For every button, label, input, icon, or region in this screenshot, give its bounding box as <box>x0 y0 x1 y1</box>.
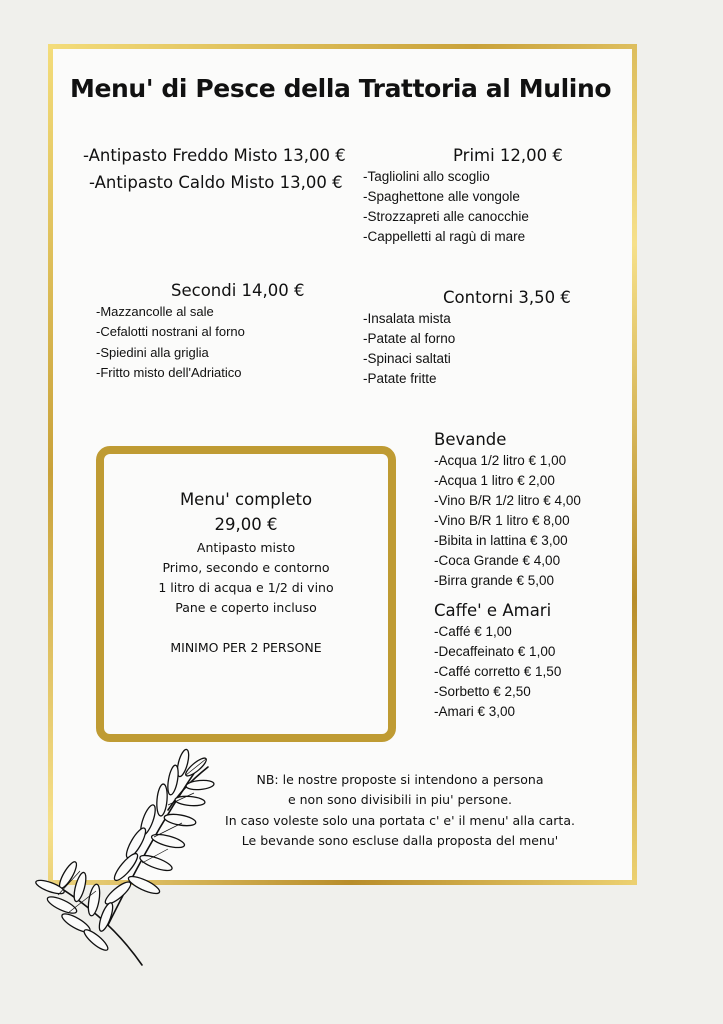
list-item: -Birra grande € 5,00 <box>434 573 555 588</box>
menu-completo-minimum: MINIMO PER 2 PERSONE <box>170 640 322 655</box>
menu-completo-price: 29,00 € <box>214 515 278 534</box>
secondi-list <box>96 302 245 383</box>
menu-completo-line: 1 litro di acqua e 1/2 di vino <box>158 580 334 595</box>
olive-branch-icon <box>18 745 218 970</box>
list-item: -Spaghettone alle vongole <box>363 189 520 204</box>
list-item: -Sorbetto € 2,50 <box>434 684 531 699</box>
list-item: -Strozzapreti alle canocchie <box>363 209 529 224</box>
list-item: -Cefalotti nostrani al forno <box>96 324 245 340</box>
list-item: -Patate al forno <box>363 331 456 346</box>
antipasto-caldo: -Antipasto Caldo Misto 13,00 € <box>89 173 343 192</box>
list-item: -Cappelletti al ragù di mare <box>363 229 526 244</box>
antipasto-freddo: -Antipasto Freddo Misto 13,00 € <box>83 146 346 165</box>
menu-completo-title: Menu' completo <box>179 490 313 509</box>
list-item: -Vino B/R 1/2 litro € 4,00 <box>434 493 581 508</box>
list-item: -Amari € 3,00 <box>434 704 516 719</box>
list-item: -Mazzancolle al sale <box>96 304 214 319</box>
list-item: -Caffé € 1,00 <box>434 624 512 639</box>
menu-completo-line: Antipasto misto <box>196 540 296 555</box>
note-line: In caso voleste solo una portata c' e' il menu' alla carta. <box>225 812 575 828</box>
note-line: e non sono divisibili in piu' persone. <box>287 792 513 808</box>
note-line: NB: le nostre proposte si intendono a persona <box>256 772 544 787</box>
list-item: -Acqua 1/2 litro € 1,00 <box>434 453 567 468</box>
footer-note <box>205 770 595 851</box>
menu-completo-box <box>96 446 396 742</box>
list-item: -Spiedini alla griglia <box>96 344 209 360</box>
list-item: -Patate fritte <box>363 371 437 386</box>
list-item: -Bibita in lattina € 3,00 <box>434 533 568 548</box>
list-item: -Decaffeinato € 1,00 <box>434 644 556 659</box>
bevande-heading: Bevande <box>434 430 507 449</box>
primi-list <box>363 167 529 247</box>
page-title: Menu' di Pesce della Trattoria al Mulino <box>70 74 612 103</box>
list-item: -Insalata mista <box>363 311 451 326</box>
menu-completo-line: Primo, secondo e contorno <box>162 560 330 575</box>
list-item: -Tagliolini allo scoglio <box>363 169 490 184</box>
caffe-list <box>434 622 561 722</box>
list-item: -Acqua 1 litro € 2,00 <box>434 473 555 488</box>
list-item: -Vino B/R 1 litro € 8,00 <box>434 513 570 528</box>
list-item: -Spinaci saltati <box>363 351 451 366</box>
contorni-heading: Contorni 3,50 € <box>443 288 571 307</box>
caffe-heading: Caffe' e Amari <box>434 601 552 620</box>
secondi-heading: Secondi 14,00 € <box>171 281 305 300</box>
list-item: -Coca Grande € 4,00 <box>434 553 561 568</box>
note-line: Le bevande sono escluse dalla proposta del menu' <box>241 832 559 848</box>
primi-heading: Primi 12,00 € <box>453 146 563 165</box>
contorni-list <box>363 309 455 389</box>
list-item: -Caffé corretto € 1,50 <box>434 664 562 679</box>
list-item: -Fritto misto dell'Adriatico <box>96 364 242 380</box>
menu-completo-line: Pane e coperto incluso <box>175 600 317 615</box>
bevande-list <box>434 451 581 591</box>
